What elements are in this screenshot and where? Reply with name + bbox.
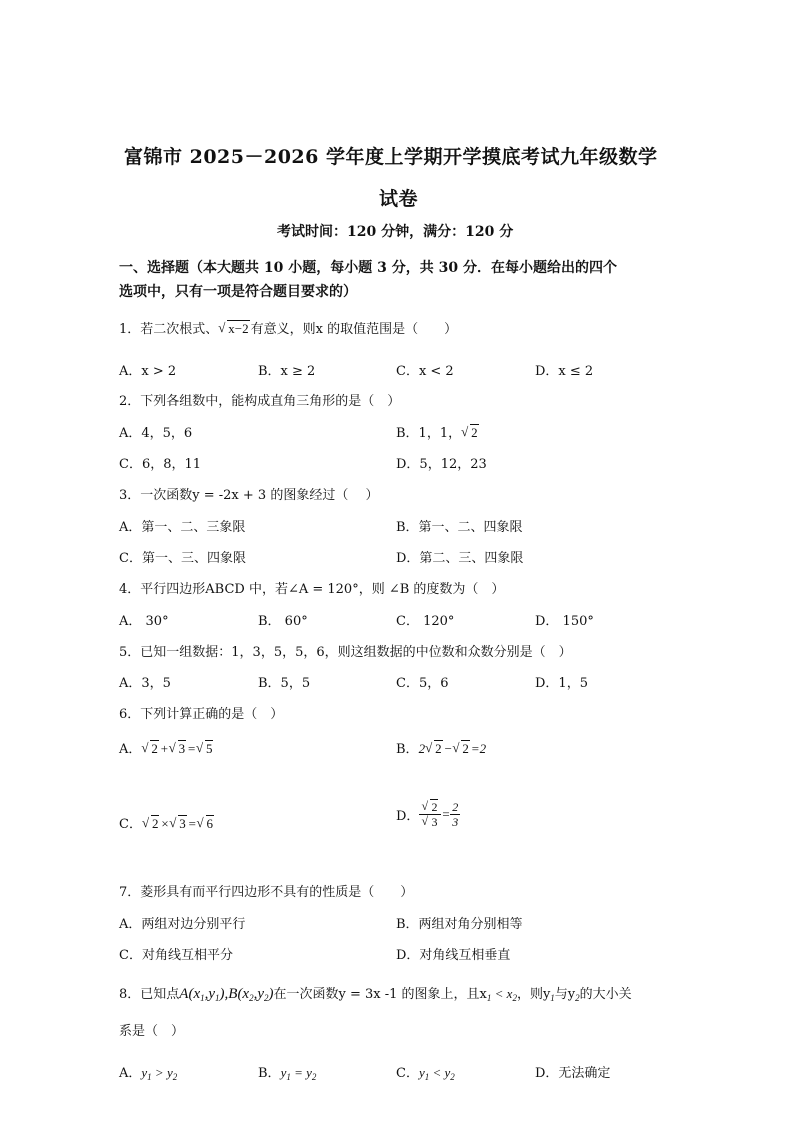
q2-option-a[interactable]: A．4，5，6: [119, 426, 193, 441]
q6-expr-b: 2√ 2 −√ 2 =2: [419, 741, 487, 756]
q1-option-a[interactable]: A．x > 2: [119, 364, 177, 379]
q7-option-b[interactable]: B．两组对角分别相等: [396, 917, 523, 932]
section-heading: 一、选择题（本大题共 10 小题，每小题 3 分，共 30 分．在每小题给出的四个: [119, 260, 617, 276]
q6-frac-left: √ 2 √ 3: [419, 800, 441, 829]
question-5: 5．已知一组数据：1，3，5，5，6，则这组数据的中位数和众数分别是（ ）: [119, 645, 572, 660]
q6-option-a[interactable]: A．√ 2 +√ 3 =√ 5: [119, 738, 214, 757]
q3-option-b[interactable]: B．第一、二、四象限: [396, 520, 523, 535]
q6-expr-c: √ 2 ×√ 3 =√ 6: [142, 816, 215, 831]
page-title: 富锦市 2025－2026 学年度上学期开学摸底考试九年级数学: [124, 146, 658, 168]
question-1-prefix: 1．若二次根式、: [119, 322, 219, 337]
q8-option-c[interactable]: C．$y_1 < y_2$: [396, 1065, 455, 1082]
question-8: 8．已知点$A(x_1,y_1),B(x_2,y_2)$在一次函数y = 3x -1 的图象上，且$x_1 < x_2$，则$y_1$与$y_2$的大小关: [119, 986, 632, 1003]
question-6: 6．下列计算正确的是（ ）: [119, 707, 284, 722]
q7-option-c[interactable]: C．对角线互相平分: [119, 948, 233, 963]
q1-option-b[interactable]: B．x ≥ 2: [258, 364, 316, 379]
q8-option-d[interactable]: D．无法确定: [535, 1066, 611, 1081]
q8-option-b[interactable]: B．$y_1 = y_2$: [258, 1065, 317, 1082]
q4-option-b[interactable]: B． 60°: [258, 614, 308, 629]
q3-option-c[interactable]: C．第一、三、四象限: [119, 551, 246, 566]
question-1-suffix: 有意义，则x 的取值范围是（ ）: [250, 322, 458, 337]
page-title-line2: 试卷: [379, 188, 419, 210]
q6-option-b[interactable]: B．2√ 2 −√ 2 =2: [396, 738, 486, 757]
q6-expr-a: √ 2 +√ 3 =√ 5: [141, 741, 214, 756]
sqrt-x-minus-2: √ x−2: [218, 321, 249, 337]
q5-option-a[interactable]: A．3，5: [119, 676, 171, 691]
q4-option-d[interactable]: D． 150°: [535, 614, 594, 629]
question-3: 3．一次函数y = -2x + 3 的图象经过（ ）: [119, 488, 379, 503]
q5-option-b[interactable]: B．5，5: [258, 676, 311, 691]
q6-frac-right: $\frac{2}{3}$: [452, 800, 459, 829]
sqrt-2: √ 2: [461, 425, 479, 441]
q4-option-c[interactable]: C． 120°: [396, 614, 455, 629]
q4-option-a[interactable]: A． 30°: [119, 614, 169, 629]
q6-option-d[interactable]: D． √ 2 √ 3 = $\frac{2}{3}$: [396, 800, 460, 829]
q1-option-c[interactable]: C．x < 2: [396, 364, 454, 379]
point-a: $A(x_1,y_1),B(x_2,y_2)$: [179, 986, 274, 1003]
exam-info: 考试时间：120 分钟，满分：120 分: [277, 224, 514, 240]
q3-option-a[interactable]: A．第一、二、三象限: [119, 520, 246, 535]
q5-option-d[interactable]: D．1，5: [535, 676, 588, 691]
q8-option-a[interactable]: A．$y_1 > y_2$: [119, 1065, 178, 1082]
q7-option-a[interactable]: A．两组对边分别平行: [119, 917, 246, 932]
section-heading-line2: 选项中，只有一项是符合题目要求的）: [119, 284, 357, 300]
q2-option-d[interactable]: D．5，12，23: [396, 457, 487, 472]
q6-option-c[interactable]: C．√ 2 ×√ 3 =√ 6: [119, 813, 215, 832]
question-4: 4．平行四边形ABCD 中，若∠A = 120°，则 ∠B 的度数为（ ）: [119, 582, 505, 597]
q7-option-d[interactable]: D．对角线互相垂直: [396, 948, 511, 963]
question-8-line2: 系是（ ）: [119, 1024, 185, 1039]
q2-option-b[interactable]: B．1，1，√ 2: [396, 422, 480, 441]
q5-option-c[interactable]: C．5，6: [396, 676, 449, 691]
q3-option-d[interactable]: D．第二、三、四象限: [396, 551, 524, 566]
question-7: 7．菱形具有而平行四边形不具有的性质是（ ）: [119, 885, 414, 900]
question-2: 2．下列各组数中，能构成直角三角形的是（ ）: [119, 394, 401, 409]
q1-option-d[interactable]: D．x ≤ 2: [535, 364, 594, 379]
q2-option-c[interactable]: C．6，8，11: [119, 457, 202, 472]
question-1: [119, 318, 457, 337]
